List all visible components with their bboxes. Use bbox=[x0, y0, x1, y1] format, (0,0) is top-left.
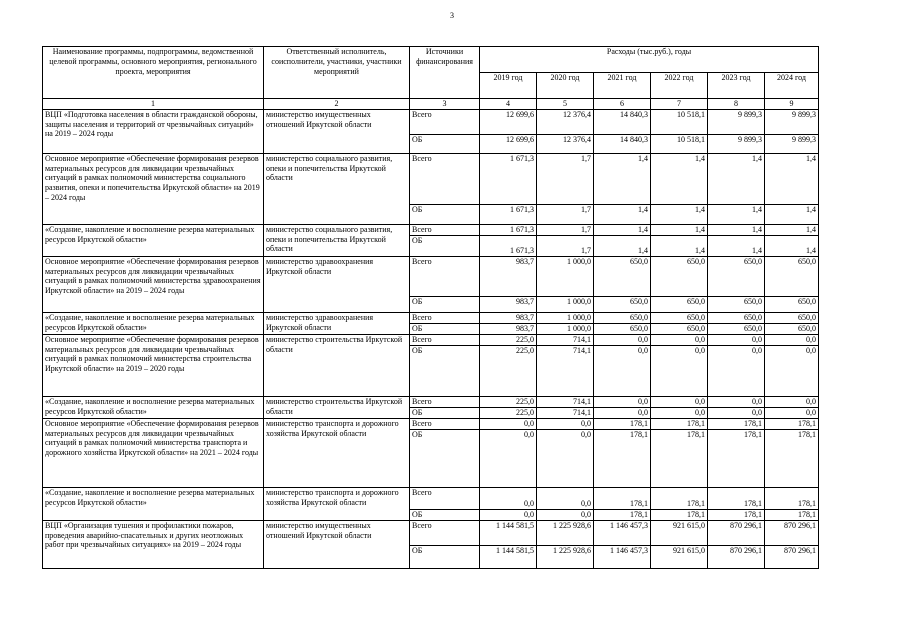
year-header: 2023 год bbox=[708, 73, 765, 99]
expense-value: 650,0 bbox=[651, 323, 708, 334]
expense-value: 0,0 bbox=[537, 418, 594, 429]
table-row bbox=[43, 334, 819, 345]
expense-value: 1,4 bbox=[708, 153, 765, 204]
expense-value: 1,7 bbox=[537, 204, 594, 224]
expense-value: 0,0 bbox=[765, 407, 819, 418]
column-index: 4 bbox=[480, 99, 537, 110]
expense-value: 0,0 bbox=[480, 429, 537, 487]
year-header: 2024 год bbox=[765, 73, 819, 99]
year-header: 2022 год bbox=[651, 73, 708, 99]
executor: министерство здравоохранения Иркутской области bbox=[264, 312, 410, 334]
expense-value: 12 376,4 bbox=[537, 134, 594, 153]
expense-value: 921 615,0 bbox=[651, 520, 708, 545]
expense-value: 1,4 bbox=[594, 224, 651, 235]
expense-value: 1,4 bbox=[594, 153, 651, 204]
funding-source: Всего bbox=[410, 312, 480, 323]
expense-value: 983,7 bbox=[480, 296, 537, 312]
expense-value: 178,1 bbox=[708, 429, 765, 487]
expense-value: 9 899,3 bbox=[765, 109, 819, 134]
expense-value: 0,0 bbox=[537, 429, 594, 487]
expense-value: 225,0 bbox=[480, 334, 537, 345]
expense-value: 1,4 bbox=[708, 224, 765, 235]
expense-value: 1 144 581,5 bbox=[480, 520, 537, 545]
program-name: Основное мероприятие «Обеспечение формирования резервов материальных ресурсов для ликвидации чрезвычайных ситуаций в рамках полномочий министерства транспорта и дорожного хозяйства Иркутской области» на 2021 – 2024 годы bbox=[43, 418, 264, 487]
expense-value: 1,4 bbox=[765, 224, 819, 235]
funding-source: Всего bbox=[410, 109, 480, 134]
year-header: 2020 год bbox=[537, 73, 594, 99]
table-row bbox=[43, 396, 819, 407]
expense-value: 1 225 928,6 bbox=[537, 545, 594, 568]
funding-source: Всего bbox=[410, 418, 480, 429]
expense-value: 1,4 bbox=[651, 224, 708, 235]
expense-value: 983,7 bbox=[480, 256, 537, 296]
funding-source: Всего bbox=[410, 520, 480, 545]
column-index: 7 bbox=[651, 99, 708, 110]
table-row bbox=[43, 109, 819, 134]
table-row bbox=[43, 312, 819, 323]
funding-source: ОБ bbox=[410, 323, 480, 334]
expense-value: 178,1 bbox=[651, 487, 708, 509]
expense-value: 650,0 bbox=[651, 296, 708, 312]
expense-value: 178,1 bbox=[651, 418, 708, 429]
expense-value: 178,1 bbox=[594, 487, 651, 509]
funding-source: ОБ bbox=[410, 407, 480, 418]
expense-value: 1,4 bbox=[765, 153, 819, 204]
expense-value: 178,1 bbox=[765, 418, 819, 429]
executor: министерство имущественных отношений Иркутской области bbox=[264, 109, 410, 153]
table-row bbox=[43, 487, 819, 509]
table-row bbox=[43, 153, 819, 204]
expense-value: 650,0 bbox=[651, 256, 708, 296]
program-name: Основное мероприятие «Обеспечение формирования резервов материальных ресурсов для ликвидации чрезвычайных ситуаций в рамках полномочий министерства строительства Иркутской области» на 2019 – 2020 годы bbox=[43, 334, 264, 396]
expense-value: 0,0 bbox=[651, 396, 708, 407]
table-row bbox=[43, 418, 819, 429]
expense-value: 0,0 bbox=[708, 345, 765, 396]
expense-value: 1 225 928,6 bbox=[537, 520, 594, 545]
expense-value: 714,1 bbox=[537, 407, 594, 418]
program-name: ВЦП «Организация тушения и профилактики пожаров, проведения аварийно-спасательных и других неотложных работ при чрезвычайных ситуациях» на 2019 – 2024 годы bbox=[43, 520, 264, 568]
funding-source: ОБ bbox=[410, 429, 480, 487]
column-index: 8 bbox=[708, 99, 765, 110]
column-index: 5 bbox=[537, 99, 594, 110]
header-executor: Ответственный исполнитель, соисполнители, участники, участники мероприятий bbox=[264, 47, 410, 99]
expense-value: 1,7 bbox=[537, 235, 594, 256]
expense-value: 178,1 bbox=[765, 509, 819, 520]
funding-source: ОБ bbox=[410, 296, 480, 312]
executor: министерство имущественных отношений Иркутской области bbox=[264, 520, 410, 568]
funding-source: Всего bbox=[410, 334, 480, 345]
expense-value: 14 840,3 bbox=[594, 134, 651, 153]
header-name: Наименование программы, подпрограммы, ведомственной целевой программы, основного мероприятия, регионального проекта, мероприятия bbox=[43, 47, 264, 99]
expense-value: 178,1 bbox=[708, 509, 765, 520]
expense-value: 178,1 bbox=[708, 418, 765, 429]
expense-value: 178,1 bbox=[594, 509, 651, 520]
funding-source: ОБ bbox=[410, 345, 480, 396]
expense-value: 983,7 bbox=[480, 312, 537, 323]
expense-value: 0,0 bbox=[651, 407, 708, 418]
expense-value: 650,0 bbox=[708, 312, 765, 323]
budget-table bbox=[42, 46, 819, 569]
expense-value: 0,0 bbox=[765, 334, 819, 345]
expense-value: 650,0 bbox=[765, 296, 819, 312]
expense-value: 0,0 bbox=[651, 345, 708, 396]
expense-value: 921 615,0 bbox=[651, 545, 708, 568]
expense-value: 1 146 457,3 bbox=[594, 520, 651, 545]
program-name: Основное мероприятие «Обеспечение формирования резервов материальных ресурсов для ликвидации чрезвычайных ситуаций в рамках полномочий министерства здравоохранения Иркутской области» на 2019 – 2024 годы bbox=[43, 256, 264, 312]
expense-value: 178,1 bbox=[765, 429, 819, 487]
expense-value: 0,0 bbox=[651, 334, 708, 345]
executor: министерство здравоохранения Иркутской области bbox=[264, 256, 410, 312]
expense-value: 650,0 bbox=[708, 256, 765, 296]
expense-value: 1 671,3 bbox=[480, 153, 537, 204]
funding-source: ОБ bbox=[410, 509, 480, 520]
expense-value: 650,0 bbox=[594, 256, 651, 296]
expense-value: 225,0 bbox=[480, 345, 537, 396]
expense-value: 1,7 bbox=[537, 224, 594, 235]
expense-value: 9 899,3 bbox=[708, 134, 765, 153]
expense-value: 650,0 bbox=[708, 323, 765, 334]
column-index-row bbox=[43, 99, 819, 110]
funding-source: Всего bbox=[410, 256, 480, 296]
expense-value: 1 144 581,5 bbox=[480, 545, 537, 568]
funding-source: ОБ bbox=[410, 134, 480, 153]
expense-value: 178,1 bbox=[594, 429, 651, 487]
expense-value: 0,0 bbox=[537, 509, 594, 520]
program-name: «Создание, накопление и восполнение резерва материальных ресурсов Иркутской области» bbox=[43, 312, 264, 334]
expense-value: 1,4 bbox=[708, 204, 765, 224]
executor: министерство транспорта и дорожного хозяйства Иркутской области bbox=[264, 487, 410, 520]
expense-value: 650,0 bbox=[765, 312, 819, 323]
expense-value: 0,0 bbox=[480, 487, 537, 509]
expense-value: 650,0 bbox=[594, 296, 651, 312]
expense-value: 12 376,4 bbox=[537, 109, 594, 134]
expense-value: 9 899,3 bbox=[708, 109, 765, 134]
expense-value: 178,1 bbox=[765, 487, 819, 509]
expense-value: 0,0 bbox=[537, 487, 594, 509]
expense-value: 225,0 bbox=[480, 407, 537, 418]
expense-value: 0,0 bbox=[480, 418, 537, 429]
expense-value: 714,1 bbox=[537, 334, 594, 345]
expense-value: 0,0 bbox=[765, 345, 819, 396]
program-name: Основное мероприятие «Обеспечение формирования резервов материальных ресурсов для ликвидации чрезвычайных ситуаций в рамках полномочий министерства социального развития, опеки и попечительства Иркутской области» на 2019 – 2024 годы bbox=[43, 153, 264, 224]
executor: министерство транспорта и дорожного хозяйства Иркутской области bbox=[264, 418, 410, 487]
program-name: «Создание, накопление и восполнение резерва материальных ресурсов Иркутской области» bbox=[43, 487, 264, 520]
expense-value: 0,0 bbox=[594, 396, 651, 407]
expense-value: 1 000,0 bbox=[537, 296, 594, 312]
expense-value: 650,0 bbox=[765, 323, 819, 334]
funding-source: Всего bbox=[410, 153, 480, 204]
funding-source: Всего bbox=[410, 224, 480, 235]
expense-value: 714,1 bbox=[537, 345, 594, 396]
funding-source: ОБ bbox=[410, 235, 480, 256]
expense-value: 1 146 457,3 bbox=[594, 545, 651, 568]
expense-value: 178,1 bbox=[594, 418, 651, 429]
expense-value: 650,0 bbox=[651, 312, 708, 323]
expense-value: 870 296,1 bbox=[765, 520, 819, 545]
expense-value: 0,0 bbox=[708, 334, 765, 345]
expense-value: 1,4 bbox=[651, 235, 708, 256]
expense-value: 10 518,1 bbox=[651, 109, 708, 134]
expense-value: 650,0 bbox=[765, 256, 819, 296]
expense-value: 1 000,0 bbox=[537, 323, 594, 334]
expense-value: 1 671,3 bbox=[480, 235, 537, 256]
expense-value: 1,4 bbox=[651, 153, 708, 204]
funding-source: ОБ bbox=[410, 204, 480, 224]
program-name: «Создание, накопление и восполнение резерва материальных ресурсов Иркутской области» bbox=[43, 224, 264, 256]
expense-value: 1,7 bbox=[537, 153, 594, 204]
column-index: 6 bbox=[594, 99, 651, 110]
table-row bbox=[43, 520, 819, 545]
funding-source: Всего bbox=[410, 396, 480, 407]
expense-value: 178,1 bbox=[708, 487, 765, 509]
expense-value: 1,4 bbox=[594, 235, 651, 256]
expense-value: 178,1 bbox=[651, 429, 708, 487]
expense-value: 1 671,3 bbox=[480, 204, 537, 224]
expense-value: 714,1 bbox=[537, 396, 594, 407]
expense-value: 1 671,3 bbox=[480, 224, 537, 235]
expense-value: 0,0 bbox=[594, 407, 651, 418]
expense-value: 178,1 bbox=[651, 509, 708, 520]
expense-value: 0,0 bbox=[594, 345, 651, 396]
expense-value: 870 296,1 bbox=[708, 520, 765, 545]
expense-value: 10 518,1 bbox=[651, 134, 708, 153]
expense-value: 650,0 bbox=[594, 312, 651, 323]
executor: министерство строительства Иркутской области bbox=[264, 334, 410, 396]
header-row bbox=[43, 47, 819, 73]
expense-value: 870 296,1 bbox=[708, 545, 765, 568]
executor: министерство социального развития, опеки и попечительства Иркутской области bbox=[264, 153, 410, 224]
expense-value: 14 840,3 bbox=[594, 109, 651, 134]
expense-value: 870 296,1 bbox=[765, 545, 819, 568]
expense-value: 1,4 bbox=[651, 204, 708, 224]
executor: министерство строительства Иркутской области bbox=[264, 396, 410, 418]
expense-value: 1,4 bbox=[708, 235, 765, 256]
funding-source: ОБ bbox=[410, 545, 480, 568]
page-number: 3 bbox=[450, 11, 454, 20]
expense-value: 650,0 bbox=[708, 296, 765, 312]
column-index: 1 bbox=[43, 99, 264, 110]
header-expenses: Расходы (тыс.руб.), годы bbox=[480, 47, 819, 73]
expense-value: 650,0 bbox=[594, 323, 651, 334]
expense-value: 0,0 bbox=[708, 396, 765, 407]
expense-value: 9 899,3 bbox=[765, 134, 819, 153]
expense-value: 1,4 bbox=[765, 204, 819, 224]
executor: министерство социального развития, опеки и попечительства Иркутской области bbox=[264, 224, 410, 256]
year-header: 2019 год bbox=[480, 73, 537, 99]
expense-value: 0,0 bbox=[708, 407, 765, 418]
table-row bbox=[43, 224, 819, 235]
program-name: «Создание, накопление и восполнение резерва материальных ресурсов Иркутской области» bbox=[43, 396, 264, 418]
year-header: 2021 год bbox=[594, 73, 651, 99]
expense-value: 0,0 bbox=[765, 396, 819, 407]
expense-value: 1,4 bbox=[594, 204, 651, 224]
expense-value: 12 699,6 bbox=[480, 109, 537, 134]
expense-value: 0,0 bbox=[480, 509, 537, 520]
expense-value: 12 699,6 bbox=[480, 134, 537, 153]
table-row bbox=[43, 256, 819, 296]
column-index: 3 bbox=[410, 99, 480, 110]
expense-value: 0,0 bbox=[594, 334, 651, 345]
header-source: Источники финансирования bbox=[410, 47, 480, 99]
column-index: 9 bbox=[765, 99, 819, 110]
expense-value: 225,0 bbox=[480, 396, 537, 407]
column-index: 2 bbox=[264, 99, 410, 110]
expense-value: 1,4 bbox=[765, 235, 819, 256]
funding-source: Всего bbox=[410, 487, 480, 509]
expense-value: 1 000,0 bbox=[537, 312, 594, 323]
program-name: ВЦП «Подготовка населения в области гражданской обороны, защиты населения и территорий от чрезвычайных ситуаций» на 2019 – 2024 годы bbox=[43, 109, 264, 153]
expense-value: 983,7 bbox=[480, 323, 537, 334]
expense-value: 1 000,0 bbox=[537, 256, 594, 296]
